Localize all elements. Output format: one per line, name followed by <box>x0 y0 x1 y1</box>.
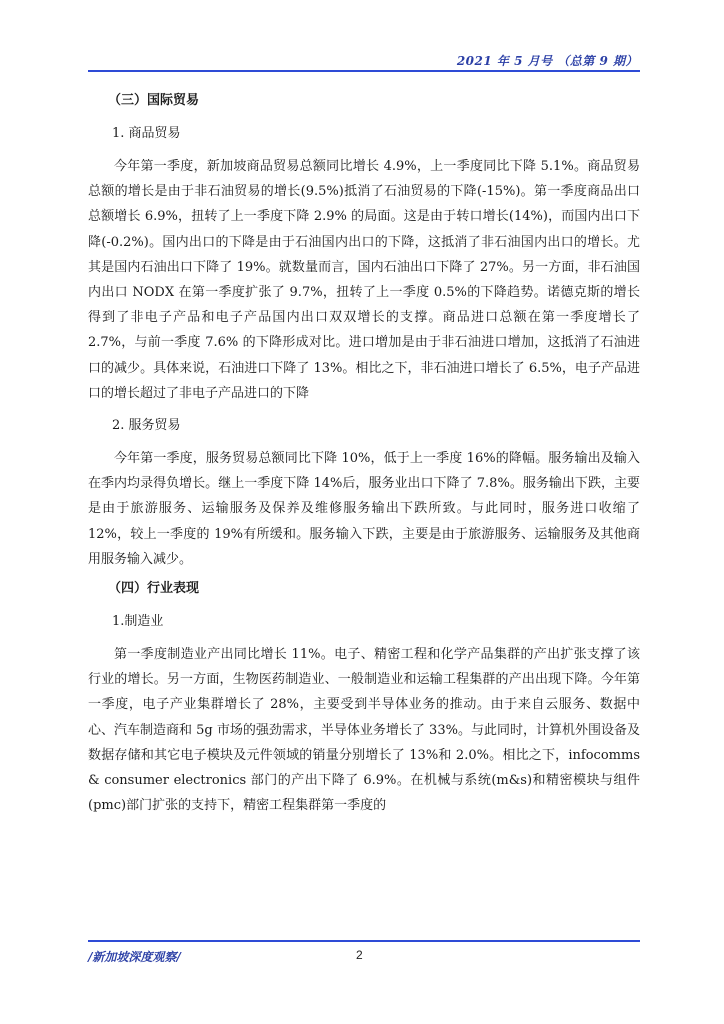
article-body <box>88 84 640 818</box>
section-title-international-trade: （三）国际贸易 <box>108 93 200 108</box>
footer-brand: /新加坡深度观察/ <box>88 950 181 964</box>
footer-divider <box>88 940 640 942</box>
subsection-title-manufacturing: 1.制造业 <box>112 614 164 630</box>
journal-issue-header: 2021 年 5 月号 （总第 9 期） <box>456 54 638 68</box>
subsection-title-services-trade: 2. 服务贸易 <box>112 418 181 434</box>
header-divider <box>88 70 640 72</box>
section-title-industry-performance: （四）行业表现 <box>108 581 200 597</box>
paragraph-services-trade: 今年第一季度，服务贸易总额同比下降 10%，低于上一季度 16%的降幅。服务输出及输入在季内均录得负增长。继上一季度下降 14%后，服务业出口下降了 7.8%。服务输出下跌，主要是由于旅游服务、运输服务及保养及维修服务输出下跌所致。与此同时，服务进口收缩了 12%，较上一季度的 19%有所缓和。服务输入下跌，主要是由于旅游服务、运输服务及其他商用服务输入减少。 <box>88 451 640 567</box>
subsection-title-goods-trade: 1. 商品贸易 <box>112 126 181 141</box>
paragraph-manufacturing: 第一季度制造业产出同比增长 11%。电子、精密工程和化学产品集群的产出扩张支撑了该行业的增长。另一方面，生物医药制造业、一般制造业和运输工程集群的产出出现下降。今年第一季度，电子产业集群增长了 28%，主要受到半导体业务的推动。由于来自云服务、数据中心、汽车制造商和 5g 市场的强劲需求，半导体业务增长了 33%。与此同时，计算机外围设备及数据存储和其它电子模块及元件领域的销量分别增长了 13%和 2.0%。相比之下，infocomms & consumer electronics 部门的产出下降了 6.9%。在机械与系统(m&s)和精密模块与组件(pmc)部门扩张的支持下，精密工程集群第一季度的 <box>88 647 640 814</box>
paragraph-goods-trade: 今年第一季度，新加坡商品贸易总额同比增长 4.9%，上一季度同比下降 5.1%。商品贸易总额的增长是由于非石油贸易的增长(9.5%)抵消了石油贸易的下降(-15%)。第一季度商品出口总额增长 6.9%，扭转了上一季度下降 2.9% 的局面。这是由于转口增长(14%)，而国内出口下降(-0.2%)。国内出口的下降是由于石油国内出口的下降，这抵消了非石油国内出口的增长。尤其是国内石油出口下降了 19%。就数量而言，国内石油出口下降了 27%。另一方面，非石油国内出口 NODX 在第一季度扩张了 9.7%，扭转了上一季度 0.5%的下降趋势。诺德克斯的增长得到了非电子产品和电子产品国内出口双双增长的支撑。商品进口总额在第一季度增长了 2.7%，与前一季度 7.6% 的下降形成对比。进口增加是由于非石油进口增加，这抵消了石油进口的减少。具体来说，石油进口下降了 13%。相比之下，非石油进口增长了 6.5%，电子产品进口的增长超过了非电子产品进口的下降 <box>88 159 640 401</box>
page-number: 2 <box>356 948 363 962</box>
